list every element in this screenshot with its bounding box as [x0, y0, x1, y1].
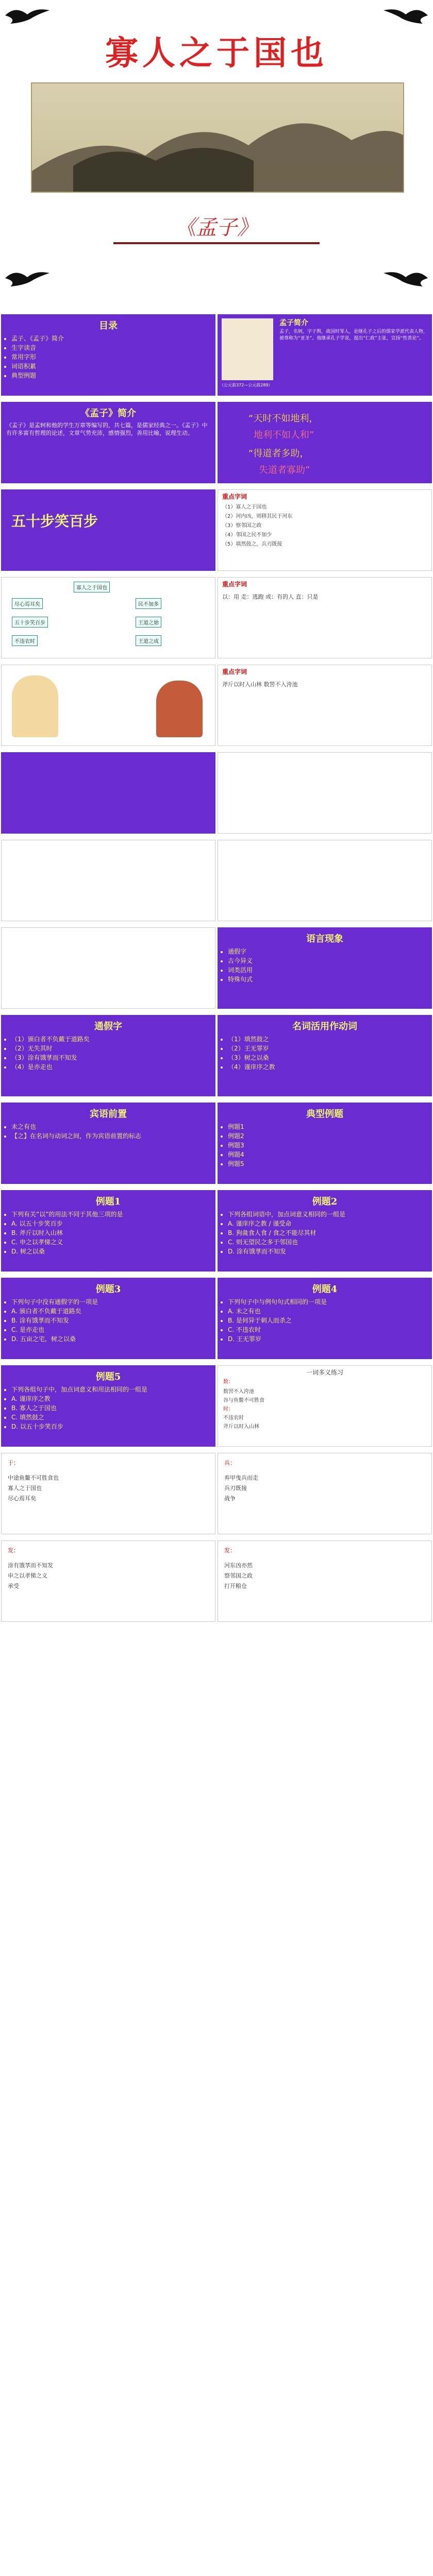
- slide-header: 重点字词: [222, 668, 247, 675]
- list-item[interactable]: • 孟子、《孟子》简介: [11, 334, 215, 343]
- quote-line: 失道者寡助”: [259, 465, 310, 476]
- slide-structure-diagram[interactable]: [1, 577, 215, 658]
- list-item[interactable]: • 通假字: [228, 947, 432, 956]
- diagram-box: 民不加多: [136, 598, 161, 609]
- list-item: • （2）无失其时: [11, 1044, 215, 1053]
- slide-word-fa-2[interactable]: [218, 1540, 432, 1622]
- list-item: • （1）填然鼓之: [228, 1035, 432, 1044]
- list-item[interactable]: • 特殊句式: [228, 975, 432, 984]
- slide-header: 例题2: [312, 1196, 338, 1207]
- slide-key-words-3[interactable]: [218, 665, 432, 746]
- list-item: 斧斤以时入山林: [223, 1424, 259, 1430]
- slide-example-5[interactable]: [1, 1365, 215, 1447]
- list-item[interactable]: • 典型例题: [11, 371, 215, 380]
- list-item: 申之以孝悌之义: [8, 1572, 47, 1579]
- slide-example-4[interactable]: [218, 1278, 432, 1359]
- swallow-icon: [5, 5, 49, 26]
- slide-header: 名词活用作动词: [292, 1021, 357, 1032]
- page-title: 寡人之于国也: [105, 34, 328, 73]
- list-item: • （3）树之以桑: [228, 1053, 432, 1062]
- question-text: • 下列有关“以”的用法不同于其他三项的是: [11, 1210, 215, 1219]
- slide-summary-2[interactable]: [1, 927, 215, 1009]
- question-text: • 下列句子中没有通假字的一项是: [11, 1297, 215, 1307]
- list-item[interactable]: • 古今异义: [228, 956, 432, 965]
- slide-header: 典型例题: [306, 1109, 343, 1120]
- diagram-box: 不违农时: [12, 635, 38, 646]
- diagram-box: 寡人之于国也: [74, 582, 110, 592]
- option[interactable]: • C. 是亦走也: [11, 1325, 215, 1334]
- example-link[interactable]: • 例题4: [228, 1150, 432, 1159]
- portrait-image: [222, 318, 273, 380]
- example-link[interactable]: • 例题2: [228, 1131, 432, 1141]
- list-item: 察邻国之政: [224, 1572, 253, 1579]
- slide-kingly-way-2[interactable]: [1, 840, 215, 921]
- list-item: • （4）是亦走也: [11, 1062, 215, 1072]
- option[interactable]: • D. 五亩之宅，树之以桑: [11, 1334, 215, 1344]
- slide-header: 语言现象: [306, 934, 343, 944]
- list-item: 承受: [8, 1583, 19, 1589]
- option[interactable]: • A. 颁白者不负戴于道路矣: [11, 1307, 215, 1316]
- slide-header: 孟子简介: [279, 319, 308, 327]
- slide-cartoon[interactable]: [1, 665, 215, 746]
- list-item[interactable]: • 生字读音: [11, 343, 215, 352]
- list-item: 发：: [8, 1547, 19, 1554]
- list-item: 河东凶亦然: [224, 1562, 253, 1569]
- slide-kingly-way-3[interactable]: [218, 840, 432, 921]
- swallow-icon: [384, 268, 428, 289]
- list-item: 发：: [224, 1547, 236, 1554]
- slide-example-1[interactable]: [1, 1190, 215, 1272]
- list-item: 打开粮仓: [224, 1583, 247, 1589]
- list-item: 弃甲曳兵而走: [224, 1475, 258, 1481]
- option[interactable]: • B. 涂有饿莩而不知发: [11, 1316, 215, 1325]
- example-link[interactable]: • 例题3: [228, 1141, 432, 1150]
- slide-header: 一词多义练习: [306, 1369, 343, 1376]
- list-item: （5）填然鼓之，兵刃既接: [222, 541, 282, 547]
- slide-fifty-steps[interactable]: [1, 489, 215, 571]
- quote-line: 地利不如人和”: [254, 430, 314, 440]
- option[interactable]: • D. 树之以桑: [11, 1247, 215, 1256]
- list-item[interactable]: • 词语积累: [11, 362, 215, 371]
- option[interactable]: • B. 斧斤以时入山林: [11, 1228, 215, 1238]
- slide-header: 例题4: [312, 1284, 338, 1295]
- option[interactable]: • C. 申之以孝悌之义: [11, 1238, 215, 1247]
- slide-header: 宾语前置: [90, 1109, 127, 1120]
- book-subtitle: 《孟子》: [175, 216, 258, 240]
- list-item: 兵刃既接: [224, 1485, 247, 1492]
- diagram-box: 王道之成: [136, 635, 161, 646]
- question-text: • 下列各组句子中，加点词意义和用法相同的一组是: [11, 1385, 215, 1394]
- slide-language[interactable]: [218, 927, 432, 1009]
- example-link[interactable]: • 例题5: [228, 1159, 432, 1168]
- diagram-box: 尽心焉耳矣: [12, 598, 43, 609]
- slide-header: 重点字词: [222, 581, 247, 588]
- slide-key-words-2[interactable]: [218, 577, 432, 658]
- slide-summary[interactable]: [1, 752, 215, 834]
- option[interactable]: • A. 未之有也: [228, 1307, 432, 1316]
- list-item: 寡人之于国也: [8, 1485, 42, 1492]
- slide-header: 例题3: [95, 1284, 121, 1295]
- list-item: • （1）颁白者不负戴于道路矣: [11, 1035, 215, 1044]
- option[interactable]: • C. 则无望民之多于邻国也: [228, 1238, 432, 1247]
- list-item: 时：: [223, 1406, 234, 1412]
- slide-quotes[interactable]: [218, 402, 432, 483]
- slide-header: 例题5: [95, 1371, 121, 1382]
- quote-line: “天时不如地利，: [248, 413, 319, 424]
- contents-list: [1, 334, 215, 380]
- slide-object-preposing[interactable]: [1, 1103, 215, 1184]
- example-link[interactable]: • 例题1: [228, 1122, 432, 1131]
- slide-example-2[interactable]: [218, 1190, 432, 1272]
- option[interactable]: • D. 涂有饿莩而不知发: [228, 1247, 432, 1256]
- diagram-box: 王道之始: [136, 617, 161, 628]
- list-item: 中途鱼鳖不可胜食也: [8, 1475, 59, 1481]
- list-item: （2）河内凶，则移其民于河东: [222, 514, 293, 519]
- list-item: 不违农时: [223, 1415, 244, 1421]
- slide-examples-index[interactable]: [218, 1103, 432, 1184]
- list-item: • （3）涂有饿莩而不知发: [11, 1053, 215, 1062]
- slide-header: 通假字: [94, 1021, 122, 1032]
- slide-word-fa[interactable]: [1, 1540, 215, 1622]
- list-item: 兵：: [224, 1460, 236, 1466]
- slide-book-intro[interactable]: [1, 402, 215, 483]
- list-item: 数罟不入洿池: [223, 1389, 254, 1395]
- list-item: 涂有饿莩而不知发: [8, 1562, 53, 1569]
- slide-noun-as-verb[interactable]: [218, 1015, 432, 1096]
- list-item: 数：: [223, 1379, 234, 1385]
- swallow-icon: [384, 5, 428, 26]
- option[interactable]: • B. 寡人之于国也: [11, 1403, 215, 1413]
- option[interactable]: • C. 填然鼓之: [11, 1413, 215, 1422]
- slide-header: 例题1: [95, 1196, 121, 1207]
- slide-header: 《孟子》简介: [80, 408, 136, 419]
- option[interactable]: • B. 是何异于刺人而杀之: [228, 1316, 432, 1325]
- list-item: （4）邻国之民不加少: [222, 532, 272, 538]
- slide-header: 目录: [99, 320, 118, 331]
- question-text: • 下列各组词语中，加点词意义相同的一组是: [228, 1210, 432, 1219]
- option[interactable]: • A. 以五十步笑百步: [11, 1219, 215, 1228]
- intro-text: 《孟子》是孟轲和他的学生万章等编写的，共七篇，是儒家经典之一。《孟子》中有许多富有哲理的论述，文章气势充沛，感情强烈，善用比喻，说理生动。: [6, 422, 208, 436]
- list-item: • 未之有也: [11, 1122, 215, 1131]
- slide-contents[interactable]: [1, 314, 215, 396]
- list-item: 谷与鱼鳖不可胜食: [223, 1398, 264, 1403]
- king-illustration: [12, 675, 58, 737]
- diagram-box: 五十步笑百步: [12, 617, 48, 628]
- slide-mencius-bio[interactable]: [218, 314, 432, 396]
- option[interactable]: • B. 狗彘食人食 / 食之不能尽其材: [228, 1228, 432, 1238]
- quote-line: “得道者多助，: [248, 448, 309, 459]
- list-item: 于：: [8, 1460, 19, 1466]
- slide-kingly-way[interactable]: [218, 752, 432, 834]
- divider: [113, 242, 320, 244]
- slide-header: 五十步笑百步: [11, 513, 98, 530]
- mencius-illustration: [156, 681, 203, 737]
- list-item: • （4）谨庠序之教: [228, 1062, 432, 1072]
- list-item: （1）寡人之于国也: [222, 504, 267, 510]
- slide-header: 重点字词: [222, 493, 247, 500]
- option[interactable]: • A. 谨庠序之教 / 谨受命: [228, 1219, 432, 1228]
- lifespan-caption: （公元前372—公元前289）: [220, 383, 273, 387]
- slide-word-yu[interactable]: [1, 1453, 215, 1534]
- slide-word-bing[interactable]: [218, 1453, 432, 1534]
- landscape-painting: [31, 82, 404, 193]
- list-item: （3）察邻国之政: [222, 523, 262, 529]
- list-item: 尽心焉耳矣: [8, 1495, 36, 1502]
- list-item[interactable]: • 常用字形: [11, 352, 215, 362]
- option[interactable]: • D. 王无罪岁: [228, 1334, 432, 1344]
- slide-tongjiazi[interactable]: [1, 1015, 215, 1096]
- slide-polysemy[interactable]: [218, 1365, 432, 1447]
- option[interactable]: • D. 以五十步笑百步: [11, 1422, 215, 1431]
- list-item: • （2）王无罪岁: [228, 1044, 432, 1053]
- words-text: 斧斤以时入山林 数罟不入洿池: [222, 681, 298, 688]
- title-slide: [0, 0, 433, 296]
- option[interactable]: • A. 谨庠序之教: [11, 1394, 215, 1403]
- slide-example-3[interactable]: [1, 1278, 215, 1359]
- list-item: 战争: [224, 1495, 236, 1502]
- slide-key-words[interactable]: [218, 489, 432, 571]
- bio-text: 孟子，名轲，字子舆，战国时邹人，是继孔子之后的儒家学派代表人物，被尊称为“亚圣”。他继承孔子学说，提出“仁政”主张，宣扬“性善论”。: [279, 329, 428, 341]
- option[interactable]: • C. 不违农时: [228, 1325, 432, 1334]
- words-text: 以：用 走：逃跑 或：有的人 直：只是: [222, 594, 319, 600]
- list-item: • 【之】在名词与动词之间，作为宾语前置的标志: [11, 1131, 215, 1141]
- question-text: • 下列句子中与例句句式相同的一项是: [228, 1297, 432, 1307]
- list-item[interactable]: • 词类活用: [228, 965, 432, 975]
- swallow-icon: [5, 268, 49, 289]
